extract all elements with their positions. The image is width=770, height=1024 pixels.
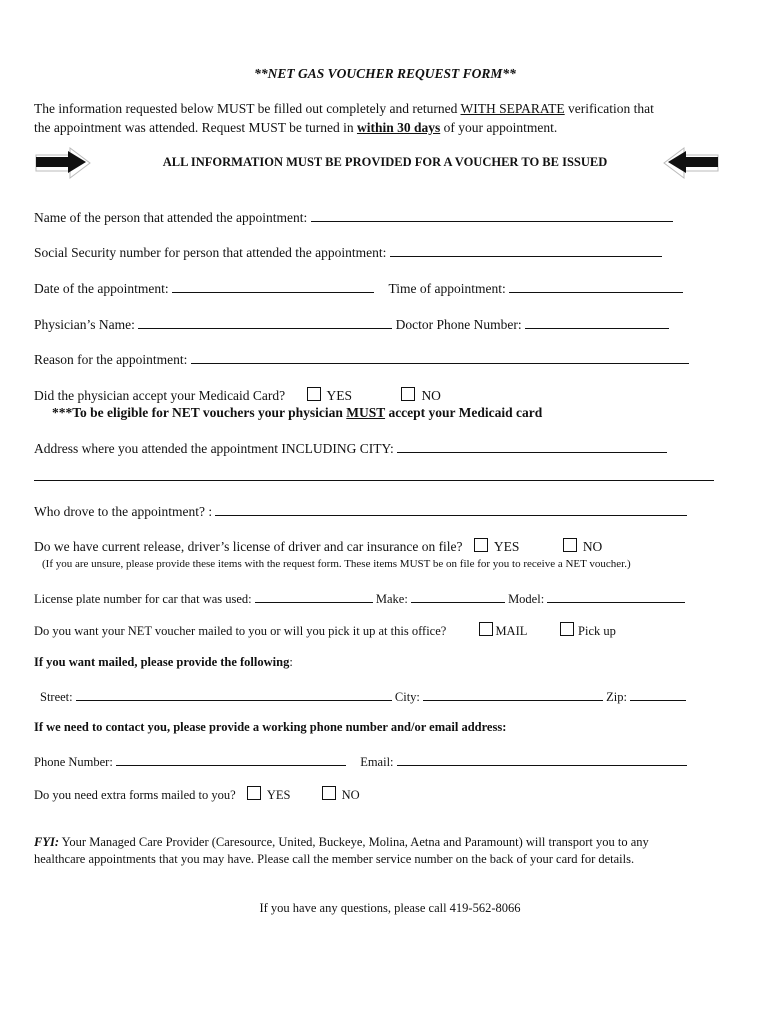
name-label: Name of the person that attended the appointment: — [34, 210, 308, 225]
email-field[interactable] — [397, 753, 687, 766]
medicaid-yes-checkbox[interactable] — [307, 387, 321, 401]
phone-label: Phone Number: — [34, 755, 113, 769]
date-time-row — [34, 280, 683, 297]
address-label: Address where you attended the appointment INCLUDING CITY: — [34, 441, 394, 456]
mail-label: MAIL — [495, 624, 527, 638]
mail-row — [34, 622, 616, 639]
medicaid-no-checkbox[interactable] — [401, 387, 415, 401]
mail-question: Do you want your NET voucher mailed to you or will you pick it up at this office? — [34, 624, 447, 638]
street-label: Street: — [40, 690, 73, 704]
address-field-line-2[interactable] — [34, 480, 714, 481]
plate-field[interactable] — [255, 590, 373, 603]
ssn-row — [34, 244, 662, 261]
time-label: Time of appointment: — [388, 281, 506, 296]
address-mail-row — [40, 688, 686, 705]
name-field[interactable] — [311, 209, 673, 222]
extra-forms-row — [34, 786, 360, 803]
intro-text-2: verification that — [564, 101, 654, 116]
name-row — [34, 209, 673, 226]
phone-field[interactable] — [116, 753, 346, 766]
banner-text: ALL INFORMATION MUST BE PROVIDED FOR A VOUCHER TO BE ISSUED — [162, 155, 608, 169]
zip-field[interactable] — [630, 688, 686, 701]
intro-line-1 — [34, 101, 654, 117]
address-field[interactable] — [397, 440, 667, 453]
form-title: **NET GAS VOUCHER REQUEST FORM** — [254, 66, 516, 81]
license-row — [34, 538, 602, 555]
email-label: Email: — [360, 755, 394, 769]
pickup-checkbox[interactable] — [560, 622, 574, 636]
ssn-label: Social Security number for person that attended the appointment: — [34, 245, 387, 260]
drove-label: Who drove to the appointment? : — [34, 504, 213, 519]
license-no-checkbox[interactable] — [563, 538, 577, 552]
date-field[interactable] — [172, 280, 374, 293]
arrow-left-icon — [662, 146, 720, 180]
doctor-phone-label: Doctor Phone Number: — [395, 317, 522, 332]
intro-text-1: The information requested below MUST be filled out completely and returned — [34, 101, 461, 116]
plate-row — [34, 590, 685, 607]
make-field[interactable] — [411, 590, 505, 603]
medicaid-no-label: NO — [421, 388, 441, 403]
unsure-note: (If you are unsure, please provide these items with the request form. These items MUST be on file for you to receive a NET voucher.) — [42, 558, 631, 570]
pickup-label: Pick up — [578, 624, 616, 638]
fyi-text-1: Your Managed Care Provider (Caresource, United, Buckeye, Molina, Aetna and Paramount) will transport you to any — [59, 835, 649, 849]
eligible-note — [52, 405, 542, 421]
intro-text-3: the appointment was attended. Request MUST be turned in — [34, 120, 357, 135]
license-yes-label: YES — [493, 539, 520, 554]
extra-forms-no-checkbox[interactable] — [322, 786, 336, 800]
doctor-phone-field[interactable] — [525, 316, 669, 329]
license-question: Do we have current release, driver’s license of driver and car insurance on file? — [34, 539, 463, 554]
intro-with-separate: WITH SEPARATE — [460, 101, 565, 116]
reason-row — [34, 351, 689, 368]
model-label: Model: — [508, 592, 545, 606]
city-label: City: — [394, 690, 420, 704]
address-row — [34, 440, 667, 457]
physician-label: Physician’s Name: — [34, 317, 135, 332]
mailed-heading-colon: : — [289, 655, 293, 669]
extra-forms-question: Do you need extra forms mailed to you? — [34, 788, 236, 802]
mailed-heading — [34, 655, 293, 670]
license-yes-checkbox[interactable] — [474, 538, 488, 552]
fyi-label: FYI: — [34, 835, 59, 849]
city-field[interactable] — [423, 688, 603, 701]
drove-field[interactable] — [215, 503, 687, 516]
fyi-line-1 — [34, 835, 649, 850]
questions-line: If you have any questions, please call 419-562-8066 — [259, 901, 521, 915]
physician-field[interactable] — [138, 316, 392, 329]
intro-within-30-days: within 30 days — [356, 120, 441, 135]
contact-row — [34, 753, 687, 770]
eligible-text-2: accept your Medicaid card — [385, 405, 543, 420]
extra-forms-yes-checkbox[interactable] — [247, 786, 261, 800]
model-field[interactable] — [547, 590, 685, 603]
license-no-label: NO — [582, 539, 603, 554]
drove-row — [34, 503, 687, 520]
contact-heading: If we need to contact you, please provide a working phone number and/or email address: — [34, 720, 507, 734]
medicaid-row — [34, 387, 441, 404]
mail-checkbox[interactable] — [479, 622, 493, 636]
reason-field[interactable] — [191, 351, 689, 364]
plate-label: License plate number for car that was used: — [34, 592, 252, 606]
medicaid-yes-label: YES — [326, 388, 353, 403]
make-label: Make: — [375, 592, 408, 606]
medicaid-question: Did the physician accept your Medicaid Card? — [34, 388, 286, 403]
eligible-must: MUST — [346, 405, 386, 420]
intro-text-4: of your appointment. — [440, 120, 558, 135]
mailed-heading-text: If you want mailed, please provide the following — [34, 655, 290, 669]
extra-forms-yes-label: YES — [266, 788, 291, 802]
date-label: Date of the appointment: — [34, 281, 169, 296]
zip-label: Zip: — [606, 690, 627, 704]
eligible-text-1: ***To be eligible for NET vouchers your physician — [52, 405, 347, 420]
extra-forms-no-label: NO — [341, 788, 360, 802]
reason-label: Reason for the appointment: — [34, 352, 188, 367]
street-field[interactable] — [76, 688, 392, 701]
physician-row — [34, 316, 669, 333]
fyi-line-2: healthcare appointments that you may have. Please call the member service number on the back of your card for details. — [34, 852, 635, 866]
intro-line-2 — [34, 120, 557, 136]
ssn-field[interactable] — [390, 244, 662, 257]
time-field[interactable] — [509, 280, 683, 293]
